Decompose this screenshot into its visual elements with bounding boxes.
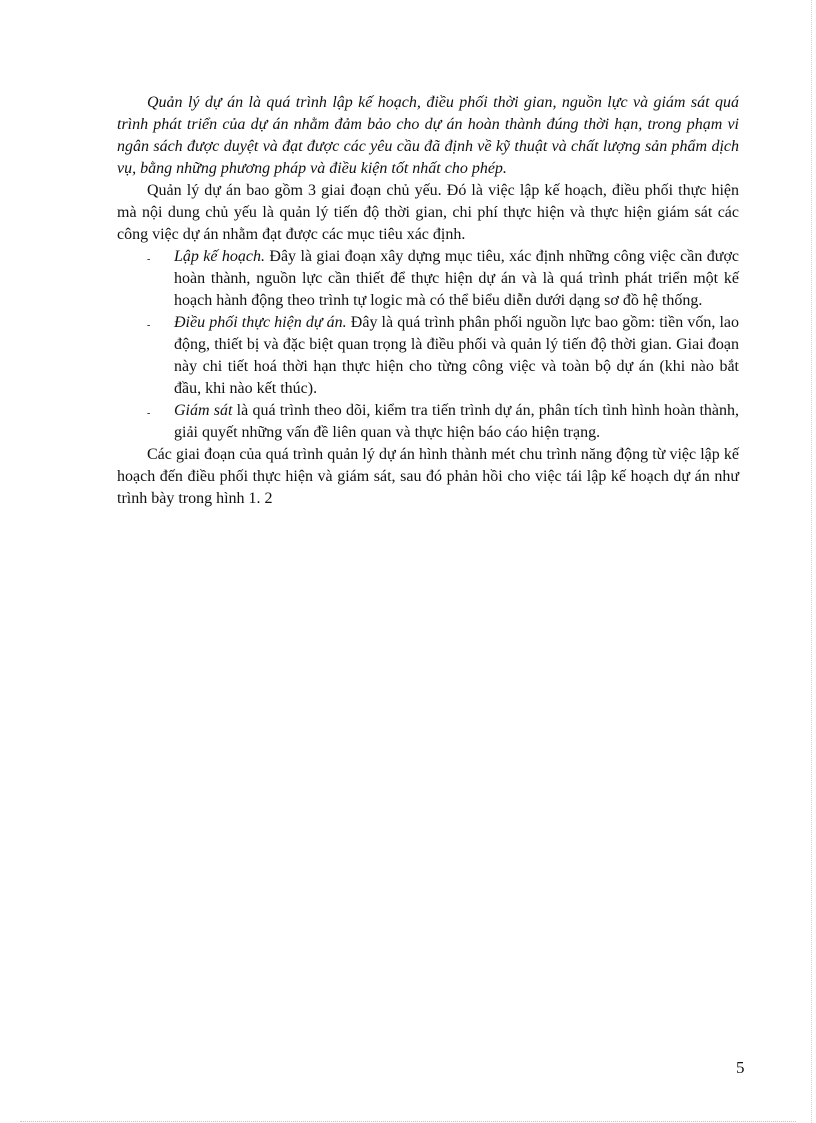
bullet-text: Đây là quá trình phân phối nguồn lực bao gồm: tiền vốn, lao động, thiết bị và đặc biệt quan trọng là điều phối và quản lý tiến độ thời gian. Giai đoạn này chi tiết hoá thời hạn thực hiện cho từng công việc và toàn bộ dự án (khi nào bắt đầu, khi nào kết thúc). <box>174 314 739 397</box>
bullet-text: là quá trình theo dõi, kiểm tra tiến trình dự án, phân tích tình hình hoàn thành, giải quyết những vấn đề liên quan và thực hiện báo cáo hiện trạng. <box>174 402 739 441</box>
list-item-monitoring <box>117 400 739 444</box>
closing-paragraph: Các giai đoạn của quá trình quản lý dự án hình thành mét chu trình năng động từ việc lập kế hoạch đến điều phối thực hiện và giám sát, sau đó phản hồi cho việc tái lập kế hoạch dự án như trình bày trong hình 1. 2 <box>117 446 739 507</box>
list-item-coordination <box>117 312 739 400</box>
bullet-marker: - <box>147 320 151 331</box>
list-item-planning <box>117 246 739 312</box>
bullet-term: Lập kế hoạch. <box>174 248 265 265</box>
stages-paragraph: Quản lý dự án bao gồm 3 giai đoạn chủ yếu. Đó là việc lập kế hoạch, điều phối thực hiện mà nội dung chủ yếu là quản lý tiến độ thời gian, chi phí thực hiện và thực hiện giám sát các công việc dự án nhằm đạt được các mục tiêu xác định. <box>117 182 739 243</box>
definition-paragraph: Quản lý dự án là quá trình lập kế hoạch, điều phối thời gian, nguồn lực và giám sát quá trình phát triển của dự án nhằm đảm bảo cho dự án hoàn thành đúng thời hạn, trong phạm vi ngân sách được duyệt và đạt được các yêu cầu đã định về kỹ thuật và chất lượng sản phẩm dịch vụ, bằng những phương pháp và điều kiện tốt nhất cho phép. <box>117 94 739 177</box>
bullet-term: Giám sát <box>174 402 233 419</box>
page-right-border <box>811 0 812 1123</box>
bullet-term: Điều phối thực hiện dự án. <box>174 314 347 331</box>
document-body <box>117 92 739 510</box>
page-number: 5 <box>736 1058 745 1077</box>
bullet-marker: - <box>147 408 151 419</box>
bullet-text: Đây là giai đoạn xây dựng mục tiêu, xác định những công việc cần được hoàn thành, nguồn lực cần thiết để thực hiện dự án và là quá trình phát triển một kế hoạch hành động theo trình tự logic mà có thể biểu diễn dưới dạng sơ đồ hệ thống. <box>174 248 740 309</box>
page-bottom-border <box>20 1121 796 1122</box>
bullet-marker: - <box>147 254 151 265</box>
stages-list <box>117 246 739 444</box>
